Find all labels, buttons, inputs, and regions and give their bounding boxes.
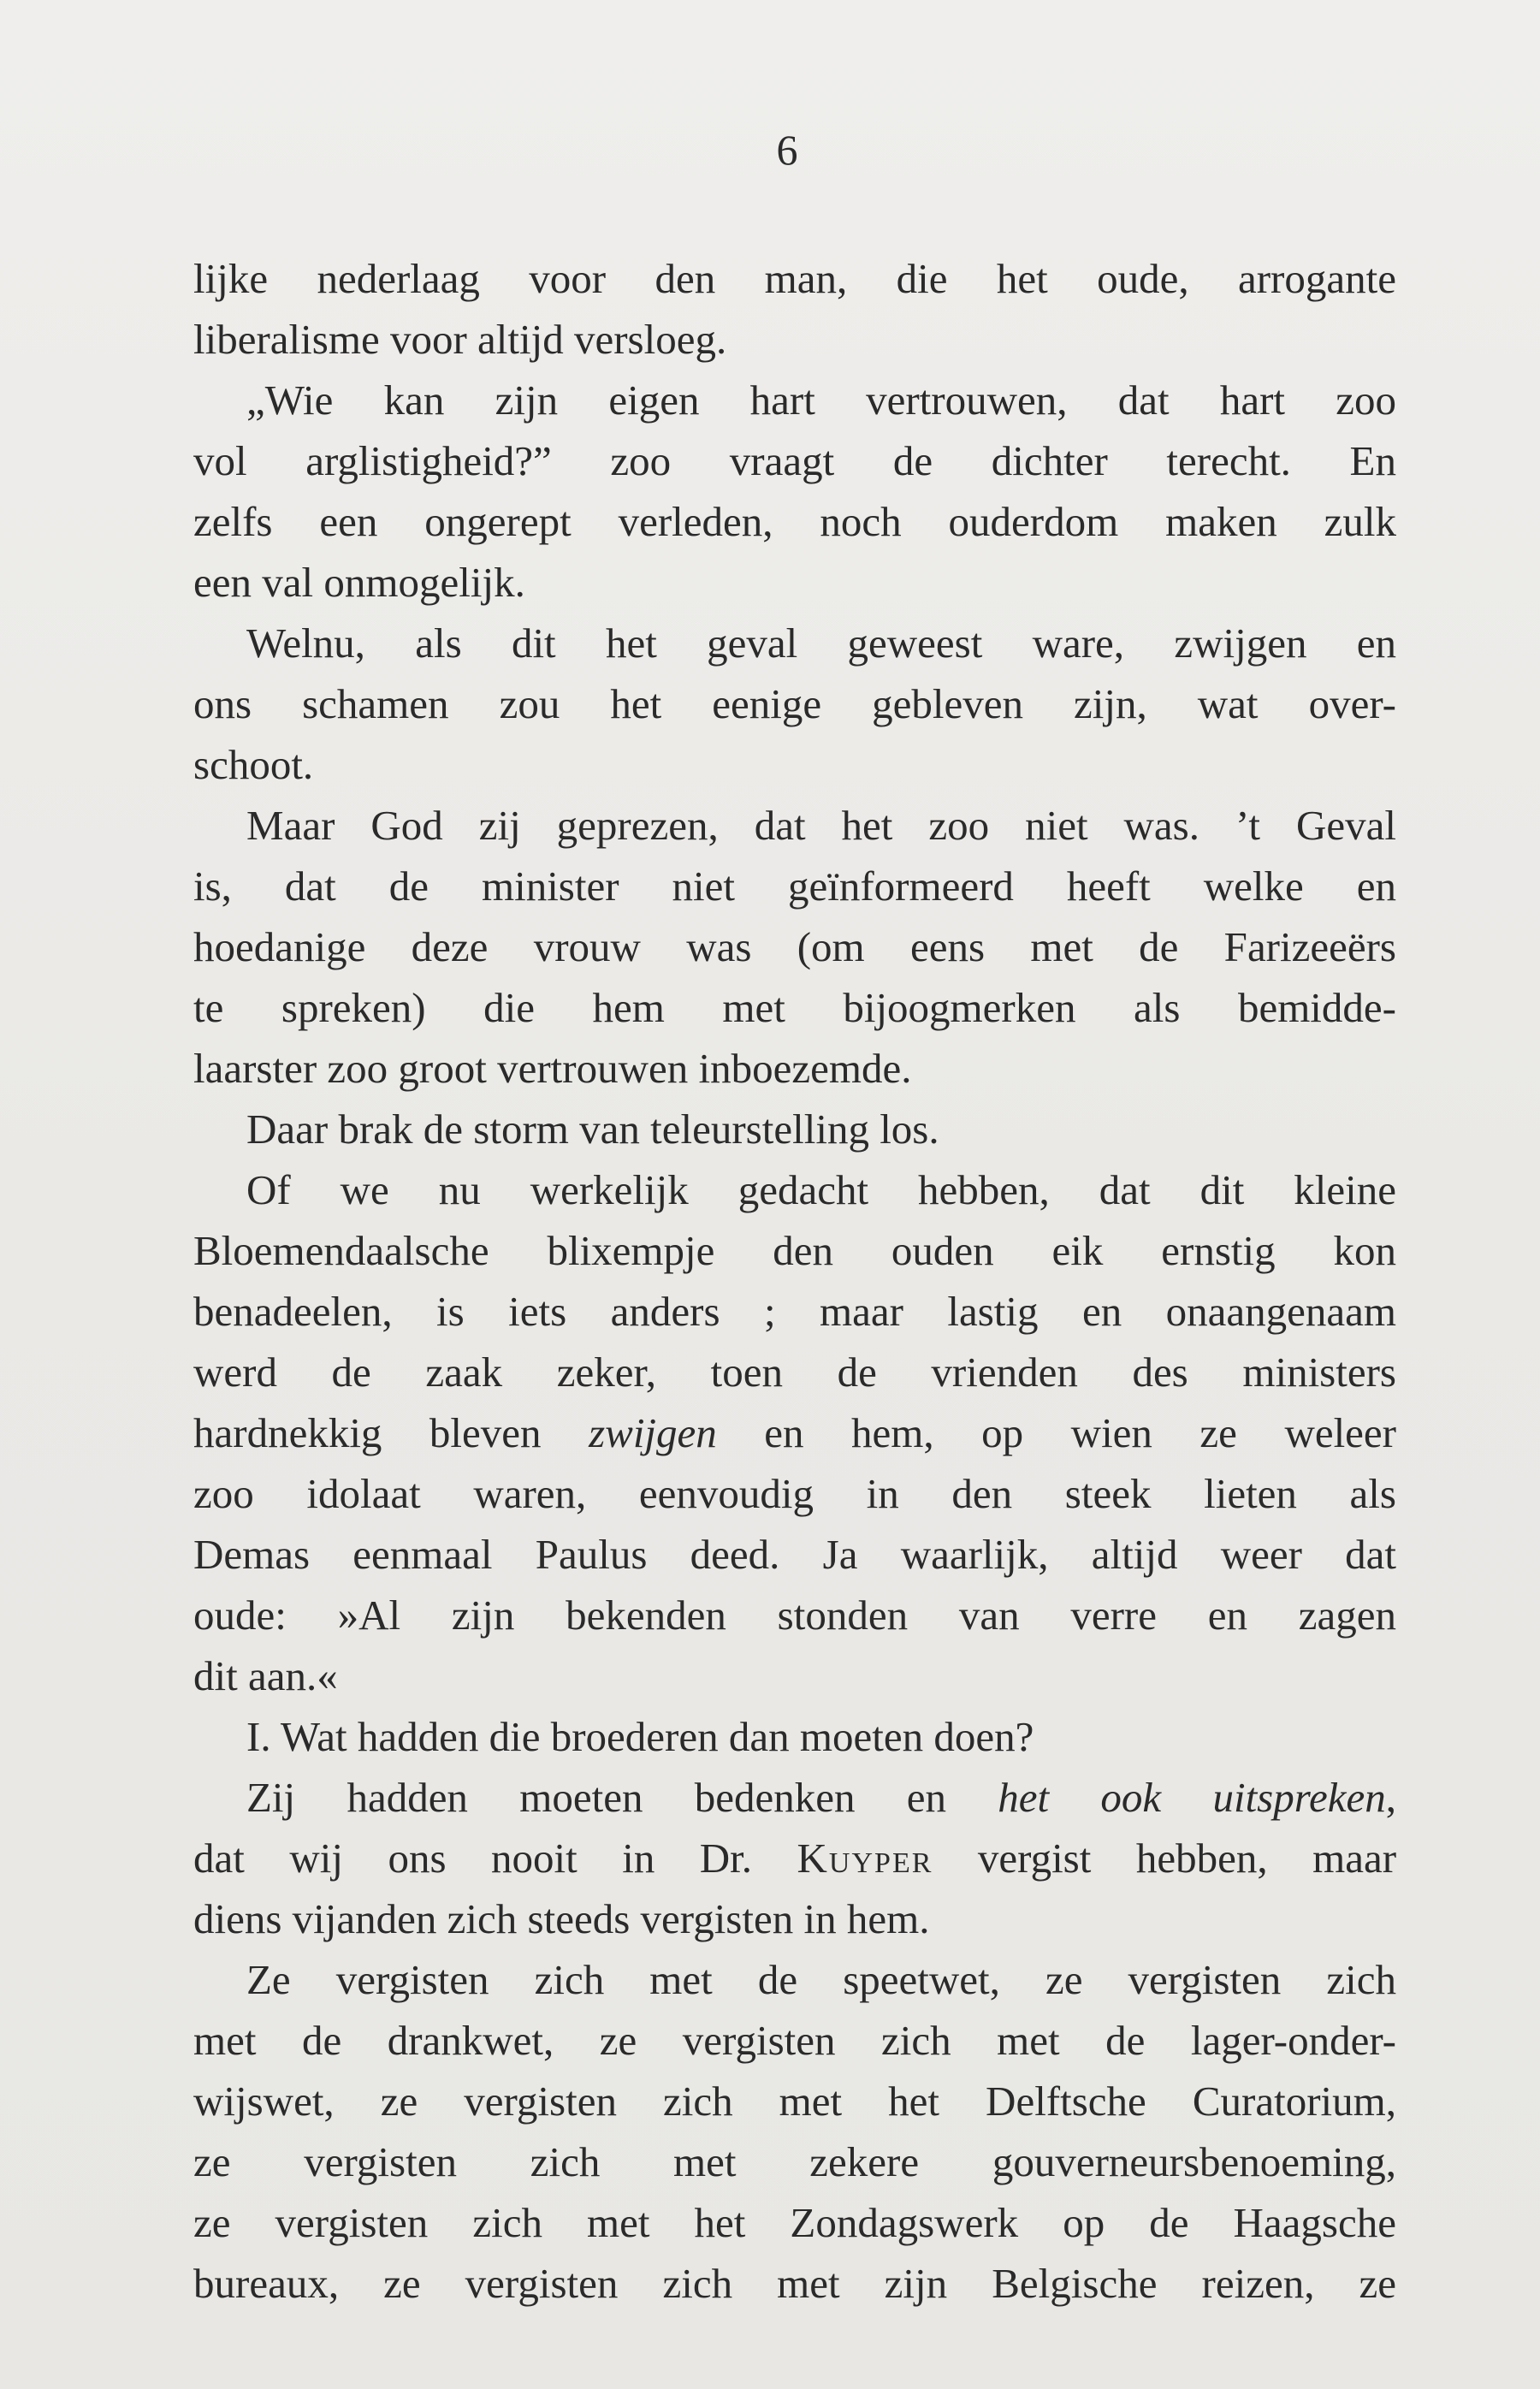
text-line: ze vergisten zich met zekere gouverneursbenoeming,: [193, 2138, 1396, 2185]
text-line: vol arglistigheid?” zoo vraagt de dichter terecht. En: [193, 437, 1396, 484]
text-line: Bloemendaalsche blixempje den ouden eik ernstig kon: [193, 1227, 1396, 1274]
text-line: met de drankwet, ze vergisten zich met de lager-onder-: [193, 2017, 1396, 2064]
text-line: Maar God zij geprezen, dat het zoo niet was. ’t Geval: [246, 802, 1396, 849]
text-line: ons schamen zou het eenige gebleven zijn, wat over-: [193, 680, 1396, 727]
text-line: [193, 1402, 1396, 1463]
text-line: Welnu, als dit het geval geweest ware, zwijgen en: [246, 619, 1396, 667]
text-line: liberalisme voor altijd versloeg.: [193, 316, 727, 363]
text-line: schoot.: [193, 741, 314, 788]
text-line: ze vergisten zich met het Zondagswerk op de Haagsche: [193, 2199, 1396, 2246]
text-span: Zij hadden moeten bedenken en: [246, 1774, 998, 1821]
text-line: hoedanige deze vrouw was (om eens met de Farizeeërs: [193, 923, 1396, 970]
text-span: en hem, op wien ze weleer: [716, 1409, 1397, 1456]
text-line: oude: »Al zijn bekenden stonden van verre en zagen: [193, 1592, 1396, 1639]
text-line: wijswet, ze vergisten zich met het Delftsche Curatorium,: [193, 2078, 1396, 2125]
text-line: een val onmogelijk.: [193, 559, 525, 606]
text-span: hardnekkig bleven: [193, 1409, 589, 1456]
text-line: zoo idolaat waren, eenvoudig in den steek lieten als: [193, 1470, 1396, 1517]
page-number: 6: [776, 126, 798, 174]
text-span: ,: [1385, 1774, 1396, 1821]
text-span: vergist hebben, maar: [933, 1835, 1397, 1882]
text-line: dit aan.«: [193, 1652, 338, 1699]
body-text: [193, 248, 1396, 2314]
text-line: werd de zaak zeker, toen de vrienden des ministers: [193, 1349, 1396, 1396]
text-line: [193, 1767, 1396, 1828]
text-span: dat wij ons nooit in Dr.: [193, 1835, 797, 1882]
text-line: bureaux, ze vergisten zich met zijn Belgische reizen, ze: [193, 2260, 1396, 2307]
text-line: Daar brak de storm van teleurstelling los.: [246, 1106, 939, 1153]
text-line: laarster zoo groot vertrouwen inboezemde.: [193, 1045, 912, 1092]
italic-emphasis: het ook uitspreken: [998, 1774, 1386, 1821]
text-line: „Wie kan zijn eigen hart vertrouwen, dat hart zoo: [246, 376, 1396, 424]
italic-emphasis: zwijgen: [589, 1409, 717, 1456]
text-line: Of we nu werkelijk gedacht hebben, dat dit kleine: [246, 1166, 1396, 1213]
text-line: I. Wat hadden die broederen dan moeten doen?: [246, 1713, 1034, 1760]
text-line: diens vijanden zich steeds vergisten in hem.: [193, 1895, 930, 1942]
text-line: is, dat de minister niet geïnformeerd heeft welke en: [193, 863, 1396, 910]
text-line: zelfs een ongerept verleden, noch ouderdom maken zulk: [193, 498, 1396, 545]
text-line: Ze vergisten zich met de speetwet, ze vergisten zich: [246, 1956, 1396, 2003]
text-line: Demas eenmaal Paulus deed. Ja waarlijk, altijd weer dat: [193, 1531, 1396, 1578]
text-line: benadeelen, is iets anders ; maar lastig en onaangenaam: [193, 1288, 1396, 1335]
small-caps-name: Kuyper: [797, 1835, 933, 1882]
text-line: lijke nederlaag voor den man, die het oude, arrogante: [193, 255, 1396, 302]
text-line: [193, 1828, 1396, 1888]
text-line: te spreken) die hem met bijoogmerken als bemidde-: [193, 984, 1396, 1031]
